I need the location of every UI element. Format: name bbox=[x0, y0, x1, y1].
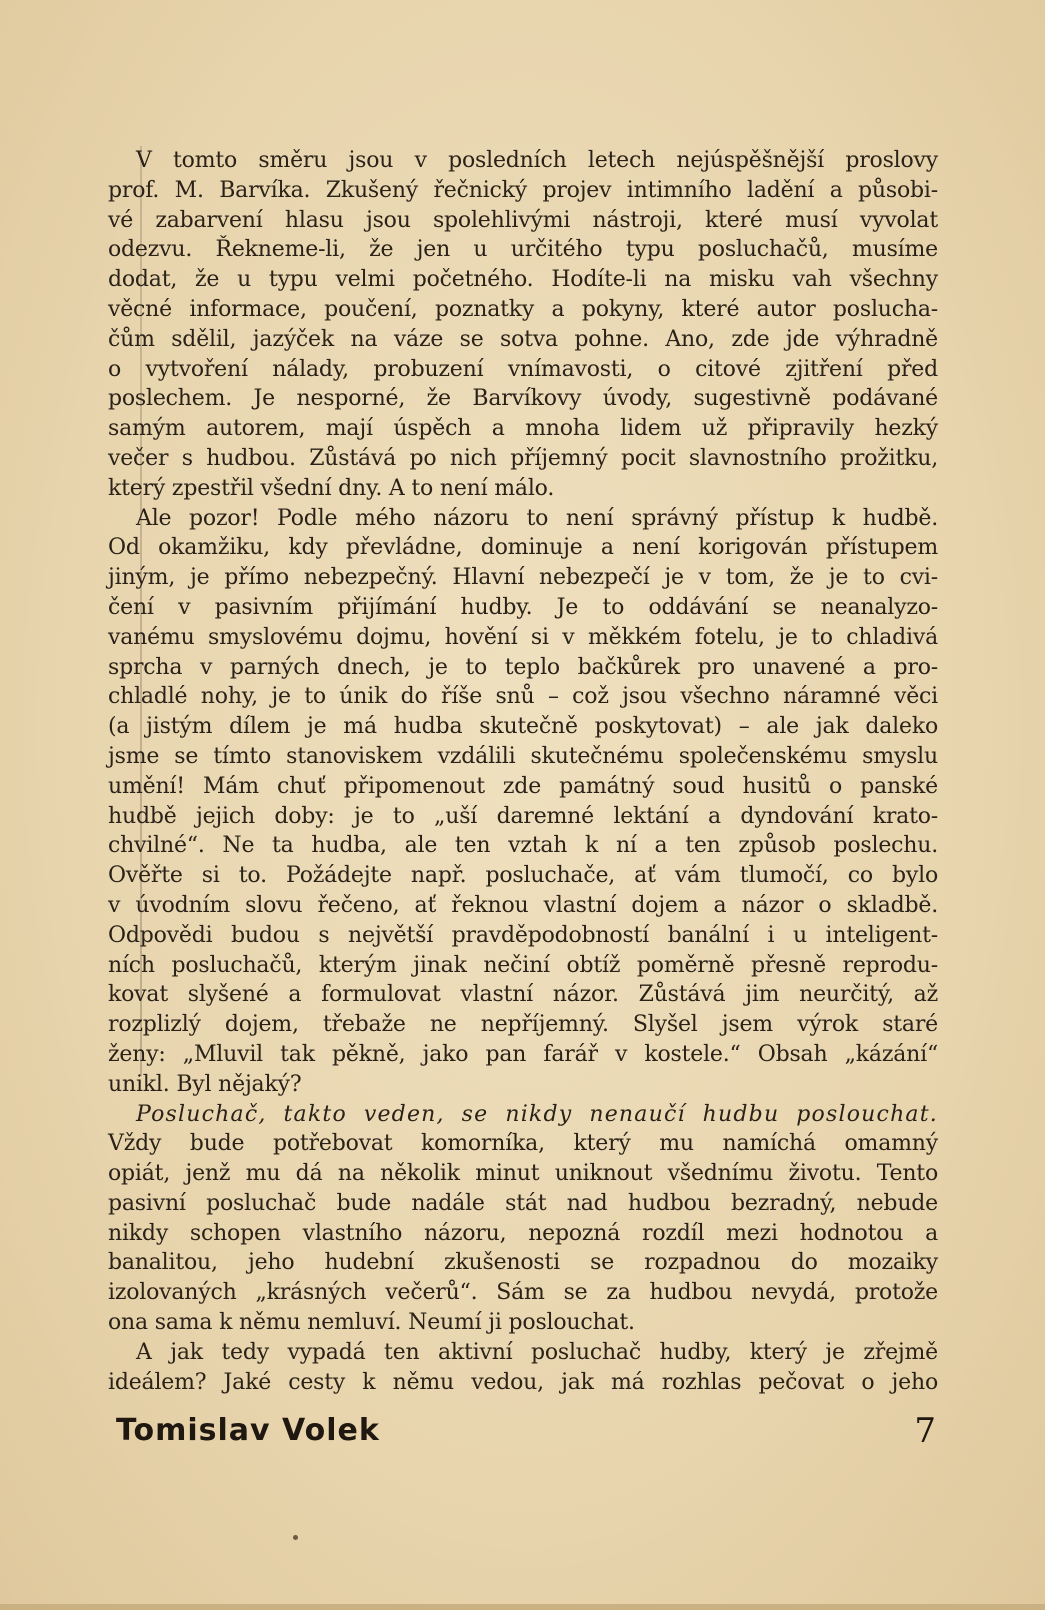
page-edge bbox=[0, 1604, 1045, 1610]
text-line: jiným, je přímo nebezpečný. Hlavní nebezpečí je v tom, že je to cvi- bbox=[108, 565, 938, 591]
text-line: V tomto směru jsou v posledních letech nejúspěšnější proslovy bbox=[136, 148, 938, 173]
text-line: izolovaných „krásných večerů“. Sám se za hudbou nevydá, protože bbox=[108, 1280, 938, 1306]
text-line: Od okamžiku, kdy převládne, dominuje a není korigován přístupem bbox=[108, 535, 938, 561]
text-line: kovat slyšené a formulovat vlastní názor. Zůstává jim neurčitý, až bbox=[108, 982, 938, 1008]
text-line: samým autorem, mají úspěch a mnoha lidem už připravily hezký bbox=[108, 416, 938, 442]
text-line: prof. M. Barvíka. Zkušený řečnický projev intimního ladění a působi- bbox=[108, 177, 938, 203]
text-line: o vytvoření nálady, probuzení vnímavosti, o citové zjitření před bbox=[108, 356, 938, 382]
text-line: poslechem. Je nesporné, že Barvíkovy úvody, sugestivně podávané bbox=[108, 386, 938, 412]
text-line: ních posluchačů, kterým jinak nečiní obtíž poměrně přesně reprodu- bbox=[108, 952, 938, 978]
text-line: večer s hudbou. Zůstává po nich příjemný pocit slavnostního prožitku, bbox=[108, 445, 938, 471]
text-line: Odpovědi budou s největší pravděpodobností banální i u inteligent- bbox=[108, 922, 938, 948]
text-line: (a jistým dílem je má hudba skutečně poskytovat) – ale jak daleko bbox=[108, 714, 938, 740]
text-line: čům sdělil, jazýček na váze se sotva pohne. Ano, zde jde výhradně bbox=[108, 326, 938, 352]
text-line: A jak tedy vypadá ten aktivní posluchač hudby, který je zřejmě bbox=[136, 1339, 938, 1365]
ink-speck bbox=[293, 1535, 298, 1540]
author-name: Tomislav Volek bbox=[116, 1413, 380, 1448]
text-line: Ale pozor! Podle mého názoru to není správný přístup k hudbě. bbox=[136, 505, 938, 531]
text-line: vé zabarvení hlasu jsou spolehlivými nástroji, které musí vyvolat bbox=[108, 207, 938, 233]
body-text bbox=[108, 146, 938, 1397]
text-line: ženy: „Mluvil tak pěkně, jako pan farář v kostele.“ Obsah „kázání“ bbox=[108, 1041, 938, 1067]
text-line: Vždy bude potřebovat komorníka, který mu namíchá omamný bbox=[108, 1131, 938, 1157]
text-line: sprcha v parných dnech, je to teplo bačkůrek pro unavené a pro- bbox=[108, 654, 938, 680]
text-line: umění! Mám chuť připomenout zde památný soud husitů o panské bbox=[108, 773, 938, 799]
text-line: banalitou, jeho hudební zkušenosti se rozpadnou do mozaiky bbox=[108, 1250, 938, 1276]
text-line: chvilné“. Ne ta hudba, ale ten vztah k ní a ten způsob poslechu. bbox=[108, 833, 938, 859]
text-line: odezvu. Řekneme-li, že jen u určitého typu posluchačů, musíme bbox=[108, 237, 938, 263]
text-line: jsme se tímto stanoviskem vzdálili skutečnému společenskému smyslu bbox=[108, 743, 938, 769]
text-line: ideálem? Jaké cesty k němu vedou, jak má rozhlas pečovat o jeho bbox=[108, 1369, 938, 1395]
page-number: 7 bbox=[914, 1411, 936, 1451]
text-line: dodat, že u typu velmi početného. Hodíte-li na misku vah všechny bbox=[108, 267, 938, 293]
text-line: Ověřte si to. Požádejte např. posluchače, ať vám tlumočí, co bylo bbox=[108, 863, 938, 889]
text-line: pasivní posluchač bude nadále stát nad hudbou bezradný, nebude bbox=[108, 1190, 938, 1216]
text-line: hudbě jejich doby: je to „uší daremné lektání a dyndování krato- bbox=[108, 803, 938, 829]
text-line: věcné informace, poučení, poznatky a pokyny, které autor poslucha- bbox=[108, 296, 938, 322]
text-line: ona sama k němu nemluví. Neumí ji poslouchat. bbox=[108, 1310, 635, 1336]
text-line: čení v pasivním přijímání hudby. Je to oddávání se neanalyzo- bbox=[108, 594, 938, 620]
text-line: vanému smyslovému dojmu, hovění si v měkkém fotelu, je to chladivá bbox=[108, 624, 938, 650]
text-line: rozplizlý dojem, třebaže ne nepříjemný. Slyšel jsem výrok staré bbox=[108, 1012, 938, 1038]
text-line: unikl. Byl nějaký? bbox=[108, 1071, 302, 1097]
text-line: Posluchač, takto veden, se nikdy nenaučí hudbu poslouchat. bbox=[136, 1101, 938, 1127]
page-footer bbox=[116, 1413, 936, 1457]
text-line: který zpestřil všední dny. A to není málo. bbox=[108, 475, 555, 501]
text-line: opiát, jenž mu dá na několik minut uniknout všednímu životu. Tento bbox=[108, 1161, 938, 1187]
text-line: v úvodním slovu řečeno, ať řeknou vlastní dojem a názor o skladbě. bbox=[108, 892, 938, 918]
text-line: nikdy schopen vlastního názoru, nepozná rozdíl mezi hodnotou a bbox=[108, 1220, 938, 1246]
text-line: chladlé nohy, je to únik do říše snů – což jsou všechno náramné věci bbox=[108, 684, 938, 710]
